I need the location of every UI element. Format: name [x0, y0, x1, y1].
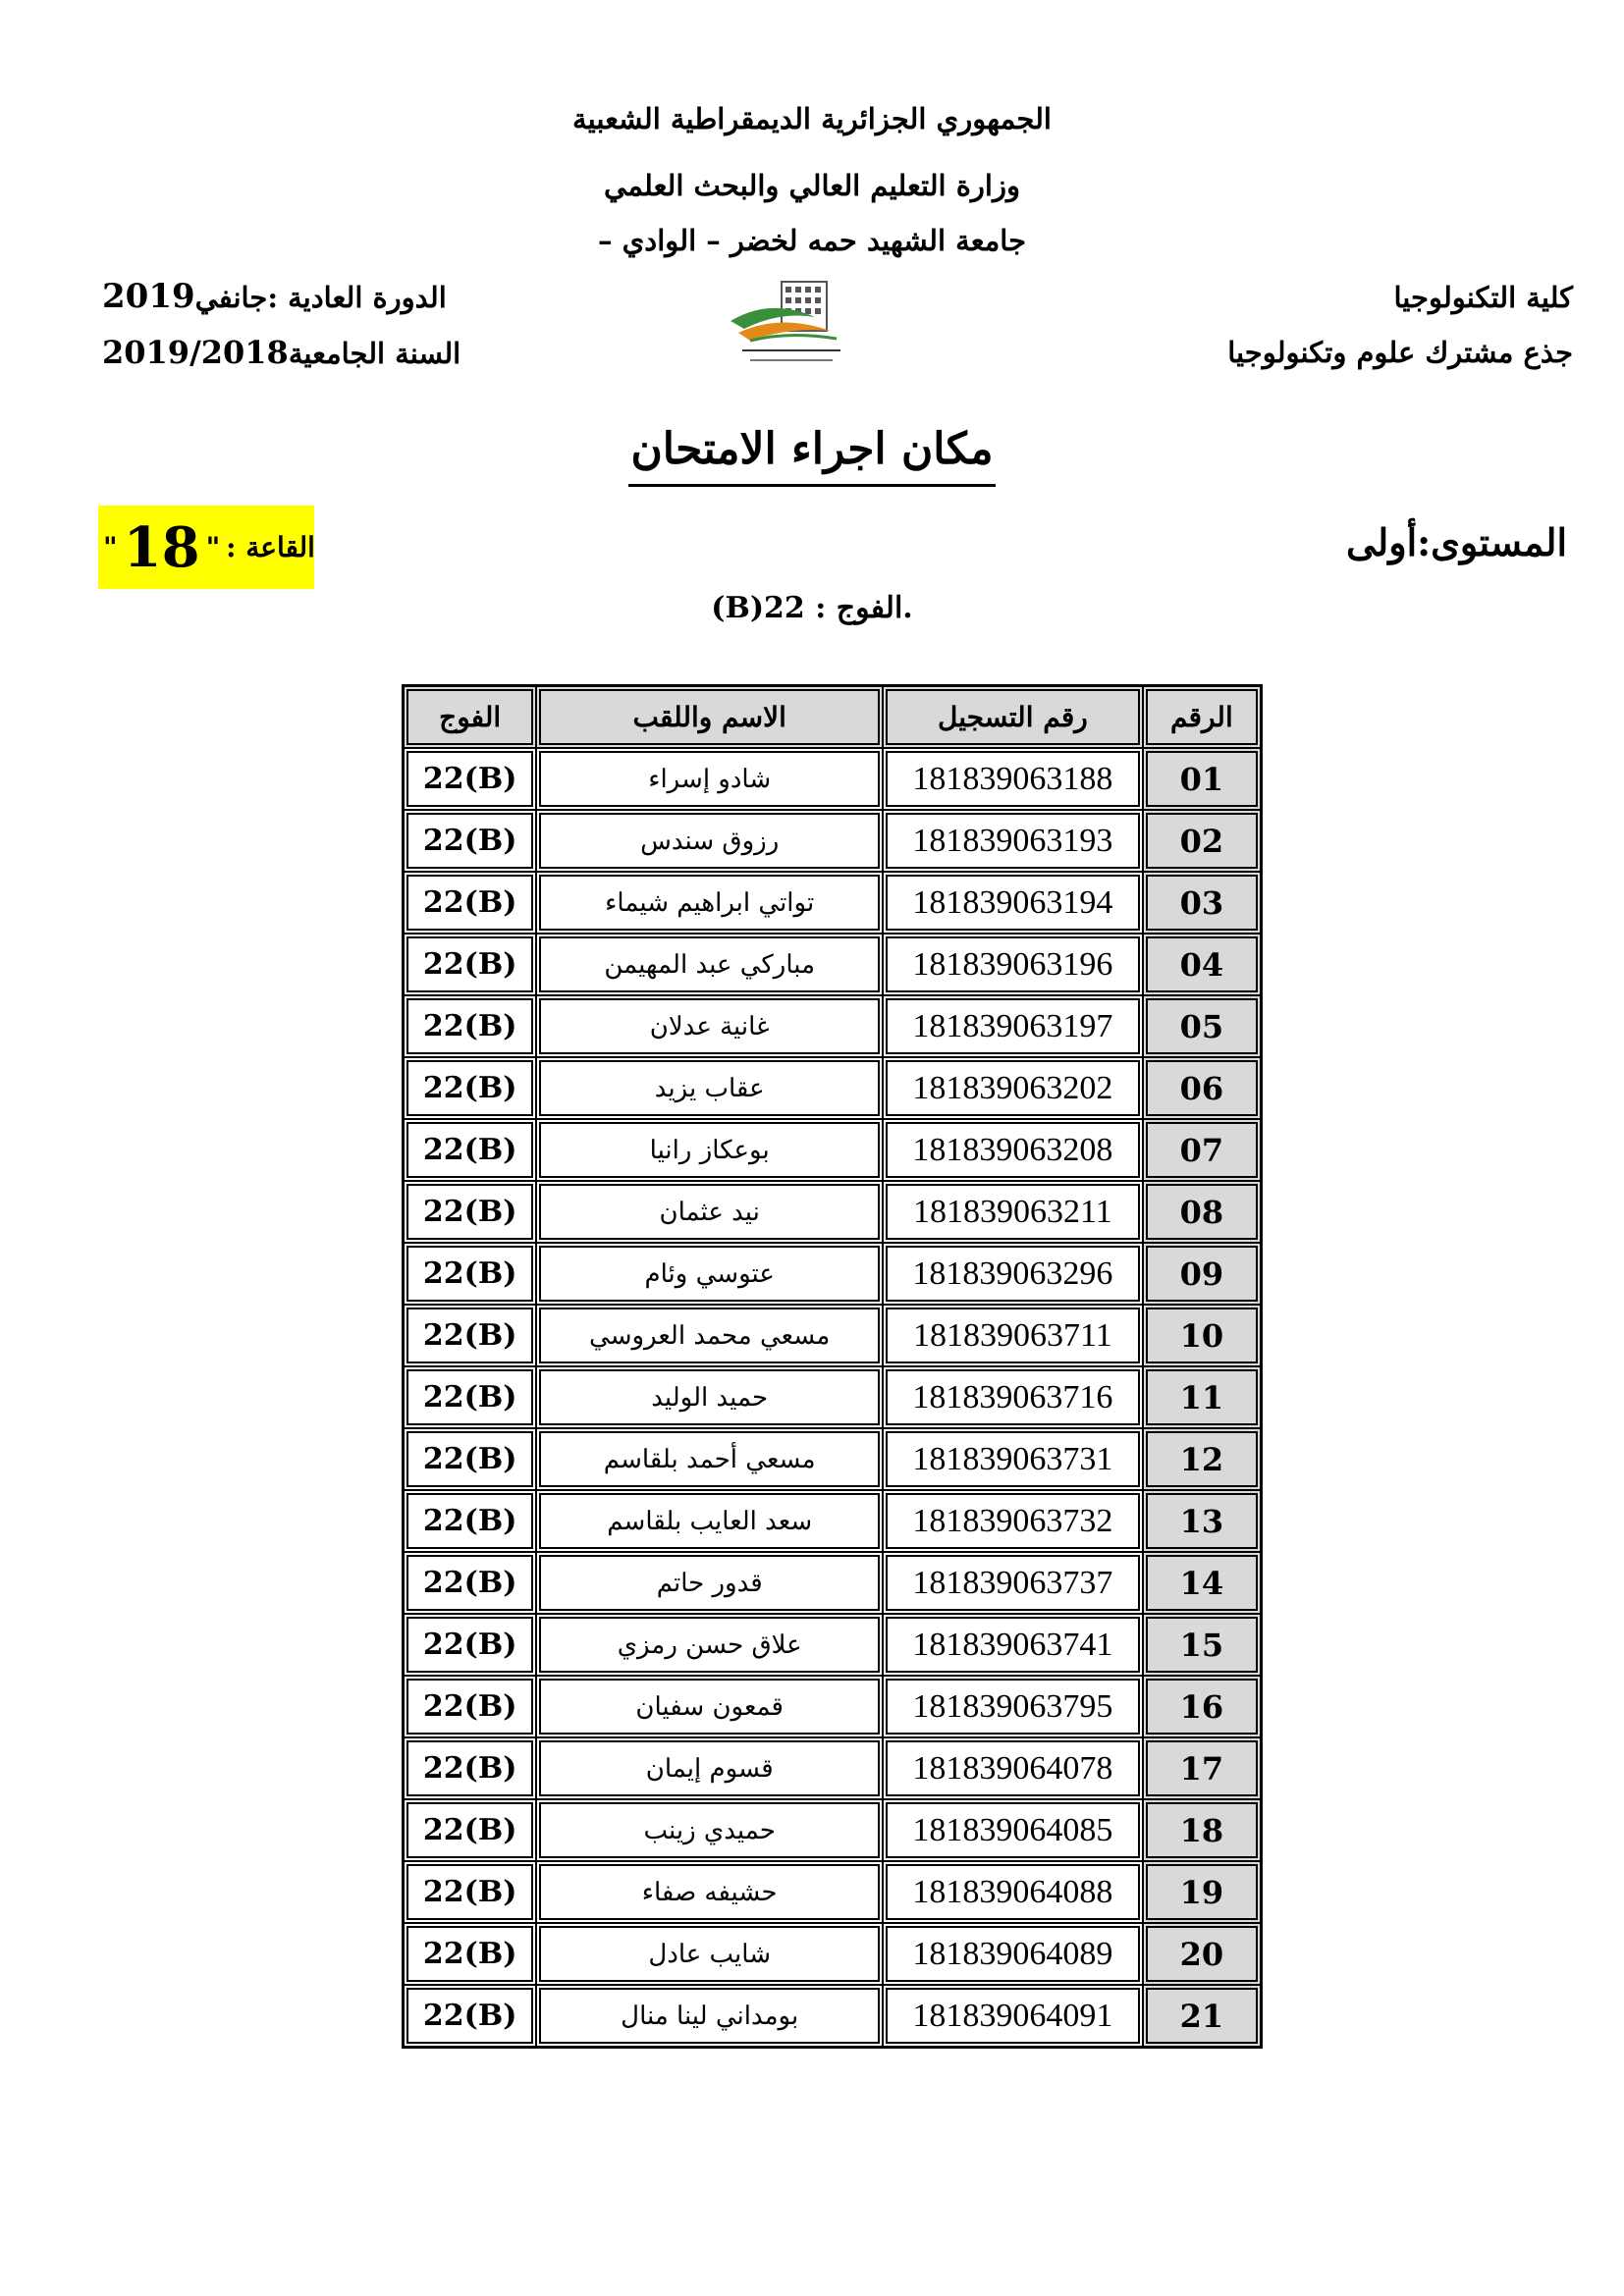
- table-row: [404, 1490, 1261, 1552]
- page-title: [0, 424, 1624, 487]
- cell-group: 22(B): [404, 748, 536, 810]
- cell-number: 21: [1143, 1985, 1261, 2047]
- cell-group: 22(B): [404, 995, 536, 1057]
- column-header-number: الرقم: [1143, 686, 1261, 748]
- level-label: المستوى:أولى: [1345, 520, 1567, 564]
- cell-name: قسوم إيمان: [536, 1737, 883, 1799]
- session-year: 2019: [102, 277, 195, 316]
- cell-registration: 181839063196: [883, 934, 1143, 995]
- cell-name: رزوق سندس: [536, 810, 883, 872]
- table-row: [404, 1552, 1261, 1614]
- cell-group: 22(B): [404, 1490, 536, 1552]
- cell-registration: 181839063732: [883, 1490, 1143, 1552]
- cell-number: 20: [1143, 1923, 1261, 1985]
- hall-label: القاعة :: [226, 531, 315, 563]
- hall-number: 18: [123, 514, 200, 580]
- cell-group: 22(B): [404, 1985, 536, 2047]
- cell-registration: 181839063731: [883, 1428, 1143, 1490]
- cell-name: علاق حسن رمزي: [536, 1614, 883, 1676]
- cell-group: 22(B): [404, 1552, 536, 1614]
- hall-quote-close: ": [103, 531, 118, 563]
- cell-number: 12: [1143, 1428, 1261, 1490]
- column-header-group: الفوج: [404, 686, 536, 748]
- table-row: [404, 995, 1261, 1057]
- cell-name: مسعي محمد العروسي: [536, 1305, 883, 1366]
- table-row: [404, 1243, 1261, 1305]
- cell-number: 02: [1143, 810, 1261, 872]
- cell-number: 14: [1143, 1552, 1261, 1614]
- cell-registration: 181839063188: [883, 748, 1143, 810]
- faculty-name: كلية التكنولوجيا: [1393, 281, 1573, 314]
- cell-registration: 181839063193: [883, 810, 1143, 872]
- cell-registration: 181839063737: [883, 1552, 1143, 1614]
- cell-number: 15: [1143, 1614, 1261, 1676]
- table-row: [404, 748, 1261, 810]
- cell-group: 22(B): [404, 1305, 536, 1366]
- cell-number: 10: [1143, 1305, 1261, 1366]
- cell-registration: 181839064091: [883, 1985, 1143, 2047]
- cell-registration: 181839063202: [883, 1057, 1143, 1119]
- table-row: [404, 1676, 1261, 1737]
- cell-group: 22(B): [404, 1737, 536, 1799]
- cell-name: بوعكاز رانيا: [536, 1119, 883, 1181]
- cell-name: مسعي أحمد بلقاسم: [536, 1428, 883, 1490]
- cell-number: 17: [1143, 1737, 1261, 1799]
- cell-number: 03: [1143, 872, 1261, 934]
- cell-name: نيد عثمان: [536, 1181, 883, 1243]
- cell-number: 16: [1143, 1676, 1261, 1737]
- cell-registration: 181839063296: [883, 1243, 1143, 1305]
- cell-registration: 181839063194: [883, 872, 1143, 934]
- page-title-text: مكان اجراء الامتحان: [628, 424, 995, 487]
- table-row: [404, 1119, 1261, 1181]
- table-row: [404, 810, 1261, 872]
- table-row: [404, 1428, 1261, 1490]
- table-row: [404, 934, 1261, 995]
- hall-badge: [98, 506, 314, 589]
- table-row: [404, 1614, 1261, 1676]
- cell-group: 22(B): [404, 1119, 536, 1181]
- cell-registration: 181839063741: [883, 1614, 1143, 1676]
- cell-name: قدور حاتم: [536, 1552, 883, 1614]
- cell-registration: 181839063208: [883, 1119, 1143, 1181]
- cell-number: 11: [1143, 1366, 1261, 1428]
- cell-number: 09: [1143, 1243, 1261, 1305]
- university-logo: [721, 278, 858, 371]
- cell-group: 22(B): [404, 1428, 536, 1490]
- trunk-name: جذع مشترك علوم وتكنولوجيا: [1227, 336, 1573, 369]
- table-row: [404, 1985, 1261, 2047]
- cell-registration: 181839063795: [883, 1676, 1143, 1737]
- table-row: [404, 1305, 1261, 1366]
- table-row: [404, 872, 1261, 934]
- cell-name: مباركي عبد المهيمن: [536, 934, 883, 995]
- cell-name: عقاب يزيد: [536, 1057, 883, 1119]
- cell-group: 22(B): [404, 1181, 536, 1243]
- cell-registration: 181839063197: [883, 995, 1143, 1057]
- cell-name: حميدي زينب: [536, 1799, 883, 1861]
- table-header-row: [404, 686, 1261, 748]
- cell-number: 05: [1143, 995, 1261, 1057]
- cell-name: شايب عادل: [536, 1923, 883, 1985]
- cell-number: 07: [1143, 1119, 1261, 1181]
- cell-name: غانية عدلان: [536, 995, 883, 1057]
- cell-name: سعد العايب بلقاسم: [536, 1490, 883, 1552]
- cell-group: 22(B): [404, 1861, 536, 1923]
- cell-group: 22(B): [404, 872, 536, 934]
- group-line: .الفوج : 22(B): [711, 591, 913, 625]
- cell-name: حميد الوليد: [536, 1366, 883, 1428]
- university-heading: جامعة الشهيد حمه لخضر – الوادي –: [597, 224, 1026, 257]
- academic-year: [102, 334, 460, 371]
- cell-group: 22(B): [404, 1366, 536, 1428]
- cell-registration: 181839064085: [883, 1799, 1143, 1861]
- cell-number: 18: [1143, 1799, 1261, 1861]
- cell-group: 22(B): [404, 1243, 536, 1305]
- cell-name: قمعون سفيان: [536, 1676, 883, 1737]
- year-label: السنة الجامعية: [288, 337, 461, 370]
- cell-number: 01: [1143, 748, 1261, 810]
- cell-number: 06: [1143, 1057, 1261, 1119]
- table-row: [404, 1057, 1261, 1119]
- cell-registration: 181839064078: [883, 1737, 1143, 1799]
- table-row: [404, 1737, 1261, 1799]
- cell-registration: 181839063716: [883, 1366, 1143, 1428]
- hall-quote-open: ": [205, 531, 221, 563]
- column-header-name: الاسم واللقب: [536, 686, 883, 748]
- year-value: 2019/2018: [102, 334, 289, 371]
- cell-group: 22(B): [404, 1057, 536, 1119]
- cell-number: 19: [1143, 1861, 1261, 1923]
- cell-name: شادو إسراء: [536, 748, 883, 810]
- session-label: الدورة العادية :جانفي: [194, 281, 447, 314]
- university-logo-icon: [721, 278, 858, 371]
- exam-session: [102, 277, 447, 316]
- republic-heading: الجمهوري الجزائرية الديمقراطية الشعبية: [572, 102, 1052, 135]
- cell-registration: 181839064088: [883, 1861, 1143, 1923]
- cell-registration: 181839063711: [883, 1305, 1143, 1366]
- cell-number: 08: [1143, 1181, 1261, 1243]
- ministry-heading: وزارة التعليم العالي والبحث العلمي: [604, 169, 1020, 202]
- cell-name: حشيفه صفاء: [536, 1861, 883, 1923]
- column-header-registration: رقم التسجيل: [883, 686, 1143, 748]
- table-row: [404, 1923, 1261, 1985]
- cell-group: 22(B): [404, 1799, 536, 1861]
- cell-group: 22(B): [404, 1923, 536, 1985]
- cell-group: 22(B): [404, 934, 536, 995]
- cell-name: تواتي ابراهيم شيماء: [536, 872, 883, 934]
- table-row: [404, 1799, 1261, 1861]
- cell-number: 04: [1143, 934, 1261, 995]
- students-table: [402, 684, 1263, 2049]
- table-row: [404, 1366, 1261, 1428]
- cell-number: 13: [1143, 1490, 1261, 1552]
- cell-registration: 181839063211: [883, 1181, 1143, 1243]
- cell-registration: 181839064089: [883, 1923, 1143, 1985]
- cell-group: 22(B): [404, 1614, 536, 1676]
- cell-name: عتوسي وئام: [536, 1243, 883, 1305]
- cell-name: بومداني لينا منال: [536, 1985, 883, 2047]
- table-row: [404, 1181, 1261, 1243]
- table-row: [404, 1861, 1261, 1923]
- table-body: [404, 748, 1261, 2047]
- cell-group: 22(B): [404, 1676, 536, 1737]
- cell-group: 22(B): [404, 810, 536, 872]
